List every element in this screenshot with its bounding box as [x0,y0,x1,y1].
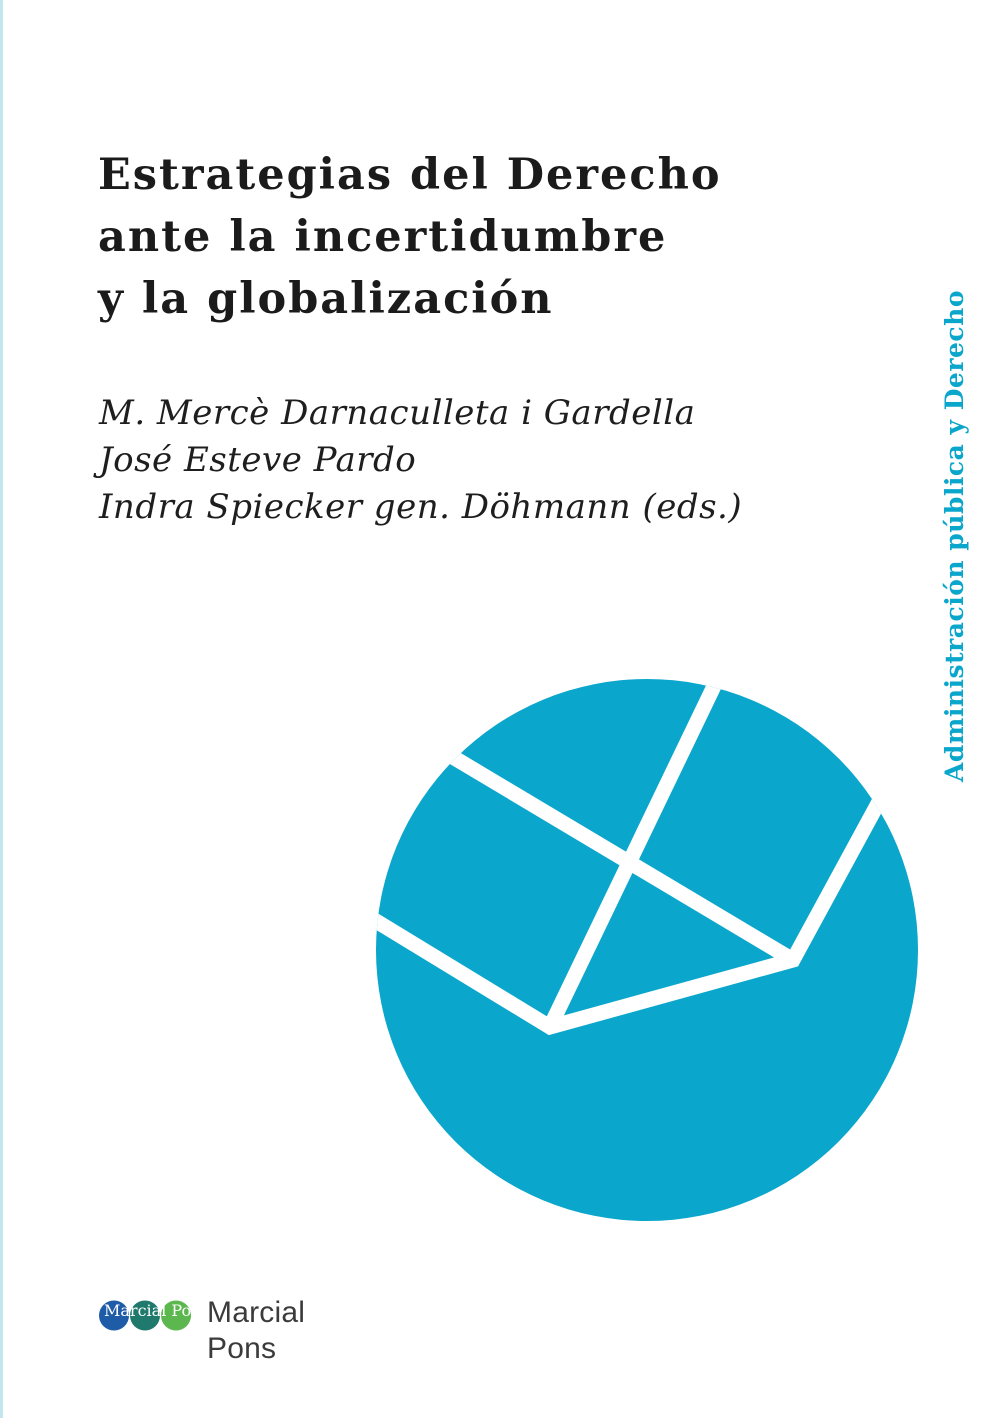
wordmark-line-2: Pons [207,1332,277,1365]
title-line-1: Estrategias del Derecho [98,150,722,200]
title-line-3: y la globalización [98,274,554,324]
series-title-vertical: Administración pública y Derecho [940,290,969,782]
publisher-wordmark [207,1295,305,1367]
author-line-3: Indra Spiecker gen. Döhmann (eds.) [99,487,743,527]
publisher-logo-overlay-text: Marcial Pons [104,1301,210,1320]
wordmark-line-1: Marcial [207,1296,306,1329]
author-line-2: José Esteve Pardo [99,440,417,480]
author-line-1: M. Mercè Darnaculleta i Gardella [99,393,696,433]
title-line-2: ante la incertidumbre [98,212,668,262]
